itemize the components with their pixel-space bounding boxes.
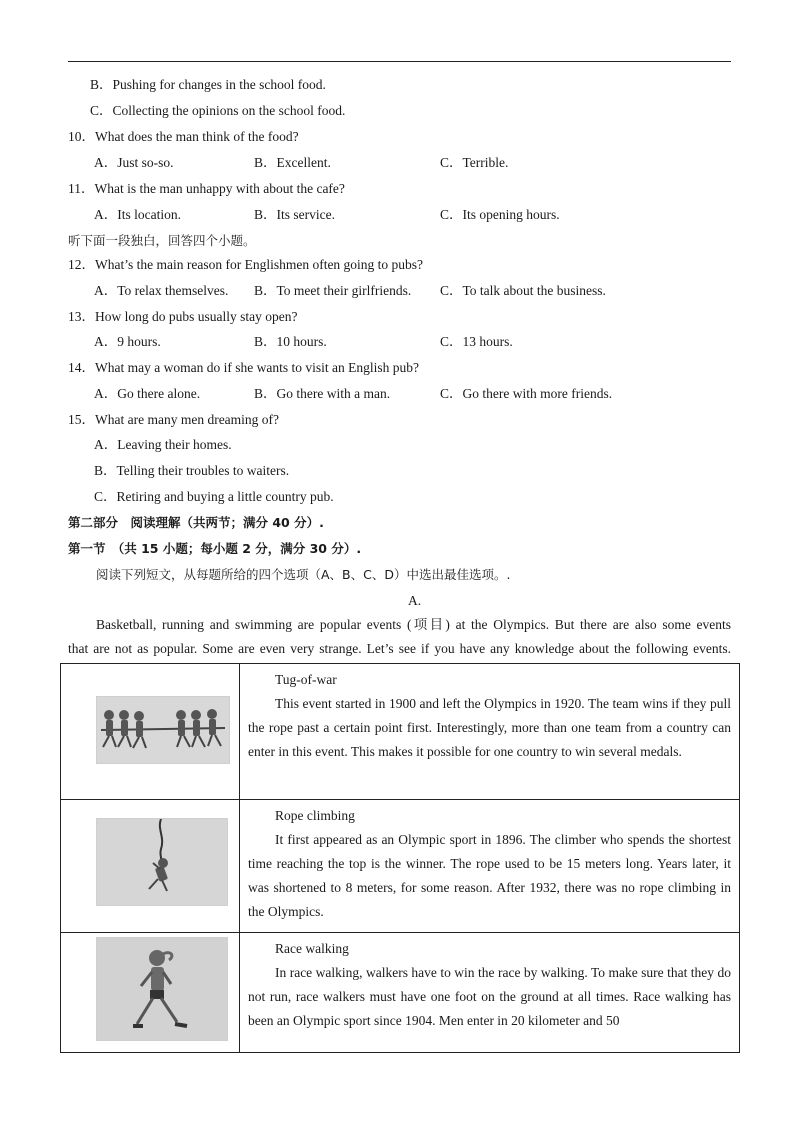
q14-option-c: C．Go there with more friends. xyxy=(440,386,613,401)
q14-question: 14．What may a woman do if she wants to visit an English pub? xyxy=(68,360,419,375)
q12-option-b: B．To meet their girlfriends. xyxy=(254,283,412,298)
section-one-heading: 第一节 （共 15 小题；每小题 2 分，满分 30 分）. xyxy=(68,541,362,556)
rope-climbing-image xyxy=(96,818,228,906)
event-row-race-walking xyxy=(61,933,740,1053)
event-picture-cell xyxy=(61,933,240,1053)
q13-option-a: A．9 hours. xyxy=(94,334,161,349)
event-picture-cell xyxy=(61,800,240,933)
event-text: It first appeared as an Olympic sport in 1896. The climber who spends the shortest time reaching the top is the winner. The rope used to be 15 meters long. Years later, it was shortened to 8 meters, for some reason. After 1932, there was no rope climbing in the Olympics. xyxy=(248,832,731,919)
event-row-rope-climbing xyxy=(61,800,740,933)
event-text: This event started in 1900 and left the Olympics in 1920. The team wins if they pull the rope past a certain point first. Interestingly, more than one team from a country can enter in this event. This makes it possible for one country to win several medals. xyxy=(248,696,731,759)
q15-option-c: C．Retiring and buying a little country pub. xyxy=(94,489,334,504)
q11-option-b: B．Its service. xyxy=(254,207,335,222)
q10-question: 10．What does the man think of the food? xyxy=(68,129,299,144)
q11-option-c: C．Its opening hours. xyxy=(440,207,560,222)
event-title: Rope climbing xyxy=(275,808,355,823)
event-description-cell xyxy=(240,664,740,800)
tug-of-war-image xyxy=(96,696,230,764)
passage-intro-line-1: Basketball, running and swimming are popular events (项目) at the Olympics. But there are also some events xyxy=(96,617,731,632)
q12-option-a: A．To relax themselves. xyxy=(94,283,229,298)
passage-intro-line-2: that are not as popular. Some are even very strange. Let’s see if you have any knowledge about the following events. xyxy=(68,641,731,656)
q13-option-c: C．13 hours. xyxy=(440,334,513,349)
event-description-cell xyxy=(240,933,740,1053)
q11-option-a: A．Its location. xyxy=(94,207,181,222)
events-table xyxy=(60,663,740,1053)
q14-option-a: A．Go there alone. xyxy=(94,386,201,401)
q9-option-b: B．Pushing for changes in the school food. xyxy=(90,77,326,92)
q10-option-b: B．Excellent. xyxy=(254,155,331,170)
q13-option-b: B．10 hours. xyxy=(254,334,327,349)
race-walking-image xyxy=(96,937,228,1041)
event-row-tug-of-war xyxy=(61,664,740,800)
q12-option-c: C．To talk about the business. xyxy=(440,283,606,298)
q11-question: 11．What is the man unhappy with about the cafe? xyxy=(68,181,345,196)
q12-question: 12．What’s the main reason for Englishmen often going to pubs? xyxy=(68,257,424,272)
monologue-instruction: 听下面一段独白，回答四个小题。 xyxy=(68,233,256,248)
passage-label: A. xyxy=(408,593,422,608)
event-text: In race walking, walkers have to win the race by walking. To make sure that they do not run, race walkers must have one foot on the ground at all times. Race walking has been an Olympic sport since 1904. Men enter in 20 kilometer and 50 xyxy=(248,965,731,1028)
q9-option-c: C．Collecting the opinions on the school food. xyxy=(90,103,346,118)
q14-option-b: B．Go there with a man. xyxy=(254,386,391,401)
reading-instructions: 阅读下列短文，从每题所给的四个选项（A、B、C、D）中选出最佳选项。. xyxy=(96,567,511,582)
event-picture-cell xyxy=(61,664,240,800)
q13-question: 13．How long do pubs usually stay open? xyxy=(68,309,298,324)
q10-option-c: C．Terrible. xyxy=(440,155,509,170)
part-two-heading: 第二部分 阅读理解（共两节；满分 40 分）. xyxy=(68,515,324,530)
header-rule xyxy=(68,61,731,62)
event-title: Race walking xyxy=(275,941,349,956)
event-title: Tug-of-war xyxy=(275,672,337,687)
q15-question: 15．What are many men dreaming of? xyxy=(68,412,280,427)
q15-option-a: A．Leaving their homes. xyxy=(94,437,232,452)
event-description-cell xyxy=(240,800,740,933)
q15-option-b: B．Telling their troubles to waiters. xyxy=(94,463,290,478)
q10-option-a: A．Just so-so. xyxy=(94,155,174,170)
